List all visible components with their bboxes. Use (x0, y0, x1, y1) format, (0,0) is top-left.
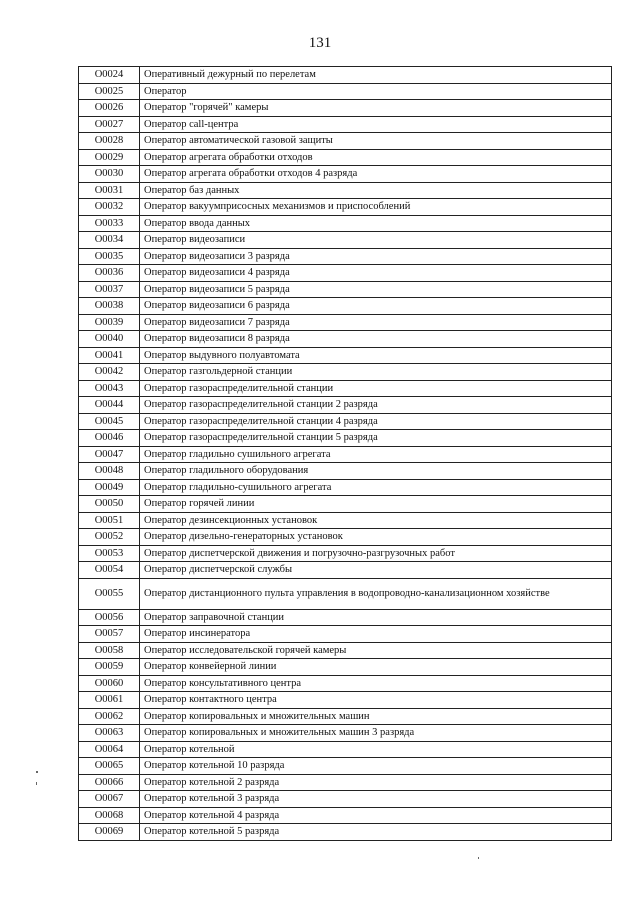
table-row (79, 133, 612, 150)
row-occupation-name: Оператор газораспределительной станции 2 разряда (140, 397, 612, 414)
table-row (79, 512, 612, 529)
row-occupation-name: Оператор видеозаписи (140, 232, 612, 249)
table-row (79, 166, 612, 183)
row-occupation-name: Оператор агрегата обработки отходов (140, 149, 612, 166)
row-occupation-name: Оператор дизельно-генераторных установок (140, 529, 612, 546)
row-occupation-name: Оператор дезинсекционных установок (140, 512, 612, 529)
row-occupation-name: Оператор котельной 2 разряда (140, 774, 612, 791)
table-row (79, 578, 612, 609)
row-occupation-name: Оператор гладильного оборудования (140, 463, 612, 480)
row-occupation-name: Оператор баз данных (140, 182, 612, 199)
row-code: O0044 (79, 397, 140, 414)
row-code: O0057 (79, 626, 140, 643)
row-code: O0029 (79, 149, 140, 166)
row-occupation-name: Оператор консультативного центра (140, 675, 612, 692)
table-row (79, 430, 612, 447)
row-occupation-name: Оператор заправочной станции (140, 609, 612, 626)
table-row (79, 725, 612, 742)
row-occupation-name: Оперативный дежурный по перелетам (140, 67, 612, 84)
table-row (79, 116, 612, 133)
row-occupation-name: Оператор конвейерной линии (140, 659, 612, 676)
row-code: O0061 (79, 692, 140, 709)
table-row (79, 774, 612, 791)
row-code: O0047 (79, 446, 140, 463)
table-row (79, 708, 612, 725)
row-occupation-name: Оператор котельной 10 разряда (140, 758, 612, 775)
table-row (79, 149, 612, 166)
row-code: O0050 (79, 496, 140, 513)
row-occupation-name: Оператор автоматической газовой защиты (140, 133, 612, 150)
row-code: O0036 (79, 265, 140, 282)
row-occupation-name: Оператор котельной 4 разряда (140, 807, 612, 824)
row-code: O0028 (79, 133, 140, 150)
table-row (79, 692, 612, 709)
row-code: O0026 (79, 100, 140, 117)
scan-speck (478, 857, 479, 859)
row-code: O0027 (79, 116, 140, 133)
table-row (79, 758, 612, 775)
row-occupation-name: Оператор агрегата обработки отходов 4 разряда (140, 166, 612, 183)
row-occupation-name: Оператор газораспределительной станции (140, 380, 612, 397)
table-row (79, 675, 612, 692)
table-row (79, 496, 612, 513)
row-occupation-name: Оператор гладильно сушильного агрегата (140, 446, 612, 463)
row-code: O0067 (79, 791, 140, 808)
table-body (79, 67, 612, 841)
table-row (79, 659, 612, 676)
row-code: O0025 (79, 83, 140, 100)
table-row (79, 100, 612, 117)
table-row (79, 67, 612, 84)
row-code: O0064 (79, 741, 140, 758)
table-row (79, 248, 612, 265)
scan-speck (36, 782, 37, 785)
row-code: O0062 (79, 708, 140, 725)
table-row (79, 626, 612, 643)
table-row (79, 463, 612, 480)
row-code: O0060 (79, 675, 140, 692)
row-occupation-name: Оператор видеозаписи 5 разряда (140, 281, 612, 298)
row-code: O0038 (79, 298, 140, 315)
row-code: O0034 (79, 232, 140, 249)
row-occupation-name: Оператор видеозаписи 7 разряда (140, 314, 612, 331)
table-row (79, 199, 612, 216)
table-row (79, 364, 612, 381)
table-row (79, 83, 612, 100)
row-occupation-name: Оператор котельной 3 разряда (140, 791, 612, 808)
row-occupation-name: Оператор видеозаписи 8 разряда (140, 331, 612, 348)
row-occupation-name: Оператор контактного центра (140, 692, 612, 709)
row-occupation-name: Оператор газораспределительной станции 5 разряда (140, 430, 612, 447)
table-row (79, 529, 612, 546)
row-code: O0031 (79, 182, 140, 199)
table-row (79, 446, 612, 463)
row-occupation-name: Оператор диспетчерской службы (140, 562, 612, 579)
row-code: O0032 (79, 199, 140, 216)
row-code: O0066 (79, 774, 140, 791)
row-code: O0068 (79, 807, 140, 824)
row-occupation-name: Оператор ввода данных (140, 215, 612, 232)
table-row (79, 609, 612, 626)
row-code: O0043 (79, 380, 140, 397)
row-code: O0048 (79, 463, 140, 480)
row-code: O0024 (79, 67, 140, 84)
occupation-code-table (78, 66, 612, 841)
table-row (79, 380, 612, 397)
row-occupation-name: Оператор котельной 5 разряда (140, 824, 612, 841)
row-occupation-name: Оператор котельной (140, 741, 612, 758)
row-occupation-name: Оператор газораспределительной станции 4 разряда (140, 413, 612, 430)
row-code: O0056 (79, 609, 140, 626)
table-row (79, 545, 612, 562)
table-row (79, 314, 612, 331)
row-code: O0069 (79, 824, 140, 841)
row-code: O0039 (79, 314, 140, 331)
row-code: O0054 (79, 562, 140, 579)
table-row (79, 642, 612, 659)
row-occupation-name: Оператор дистанционного пульта управления в водопроводно-канализационном хозяйстве (140, 578, 612, 609)
row-occupation-name: Оператор видеозаписи 3 разряда (140, 248, 612, 265)
row-code: O0033 (79, 215, 140, 232)
row-code: O0059 (79, 659, 140, 676)
row-code: O0052 (79, 529, 140, 546)
row-code: O0049 (79, 479, 140, 496)
page-number: 131 (308, 35, 332, 51)
row-code: O0046 (79, 430, 140, 447)
row-occupation-name: Оператор видеозаписи 6 разряда (140, 298, 612, 315)
row-code: O0030 (79, 166, 140, 183)
table-row (79, 281, 612, 298)
row-occupation-name: Оператор вакуумприсосных механизмов и приспособлений (140, 199, 612, 216)
row-code: O0051 (79, 512, 140, 529)
row-code: O0055 (79, 578, 140, 609)
row-code: O0063 (79, 725, 140, 742)
table-row (79, 298, 612, 315)
row-occupation-name: Оператор газгольдерной станции (140, 364, 612, 381)
row-code: O0040 (79, 331, 140, 348)
table-row (79, 562, 612, 579)
row-code: O0041 (79, 347, 140, 364)
row-occupation-name: Оператор гладильно-сушильного агрегата (140, 479, 612, 496)
row-code: O0042 (79, 364, 140, 381)
table-row (79, 741, 612, 758)
scan-speck (36, 771, 38, 773)
table-row (79, 824, 612, 841)
table-row (79, 807, 612, 824)
table-row (79, 215, 612, 232)
row-code: O0058 (79, 642, 140, 659)
table-row (79, 397, 612, 414)
table-row (79, 479, 612, 496)
table-row (79, 347, 612, 364)
row-occupation-name: Оператор копировальных и множительных машин (140, 708, 612, 725)
row-occupation-name: Оператор инсинератора (140, 626, 612, 643)
row-occupation-name: Оператор копировальных и множительных машин 3 разряда (140, 725, 612, 742)
row-occupation-name: Оператор "горячей" камеры (140, 100, 612, 117)
row-occupation-name: Оператор call-центра (140, 116, 612, 133)
row-code: O0037 (79, 281, 140, 298)
row-occupation-name: Оператор горячей линии (140, 496, 612, 513)
table-row (79, 265, 612, 282)
row-occupation-name: Оператор (140, 83, 612, 100)
table-row (79, 331, 612, 348)
row-code: O0045 (79, 413, 140, 430)
row-occupation-name: Оператор исследовательской горячей камеры (140, 642, 612, 659)
row-code: O0065 (79, 758, 140, 775)
row-occupation-name: Оператор диспетчерской движения и погрузочно-разгрузочных работ (140, 545, 612, 562)
table-row (79, 413, 612, 430)
table-row (79, 182, 612, 199)
row-occupation-name: Оператор выдувного полуавтомата (140, 347, 612, 364)
row-code: O0053 (79, 545, 140, 562)
table-row (79, 791, 612, 808)
table-row (79, 232, 612, 249)
row-occupation-name: Оператор видеозаписи 4 разряда (140, 265, 612, 282)
row-code: O0035 (79, 248, 140, 265)
